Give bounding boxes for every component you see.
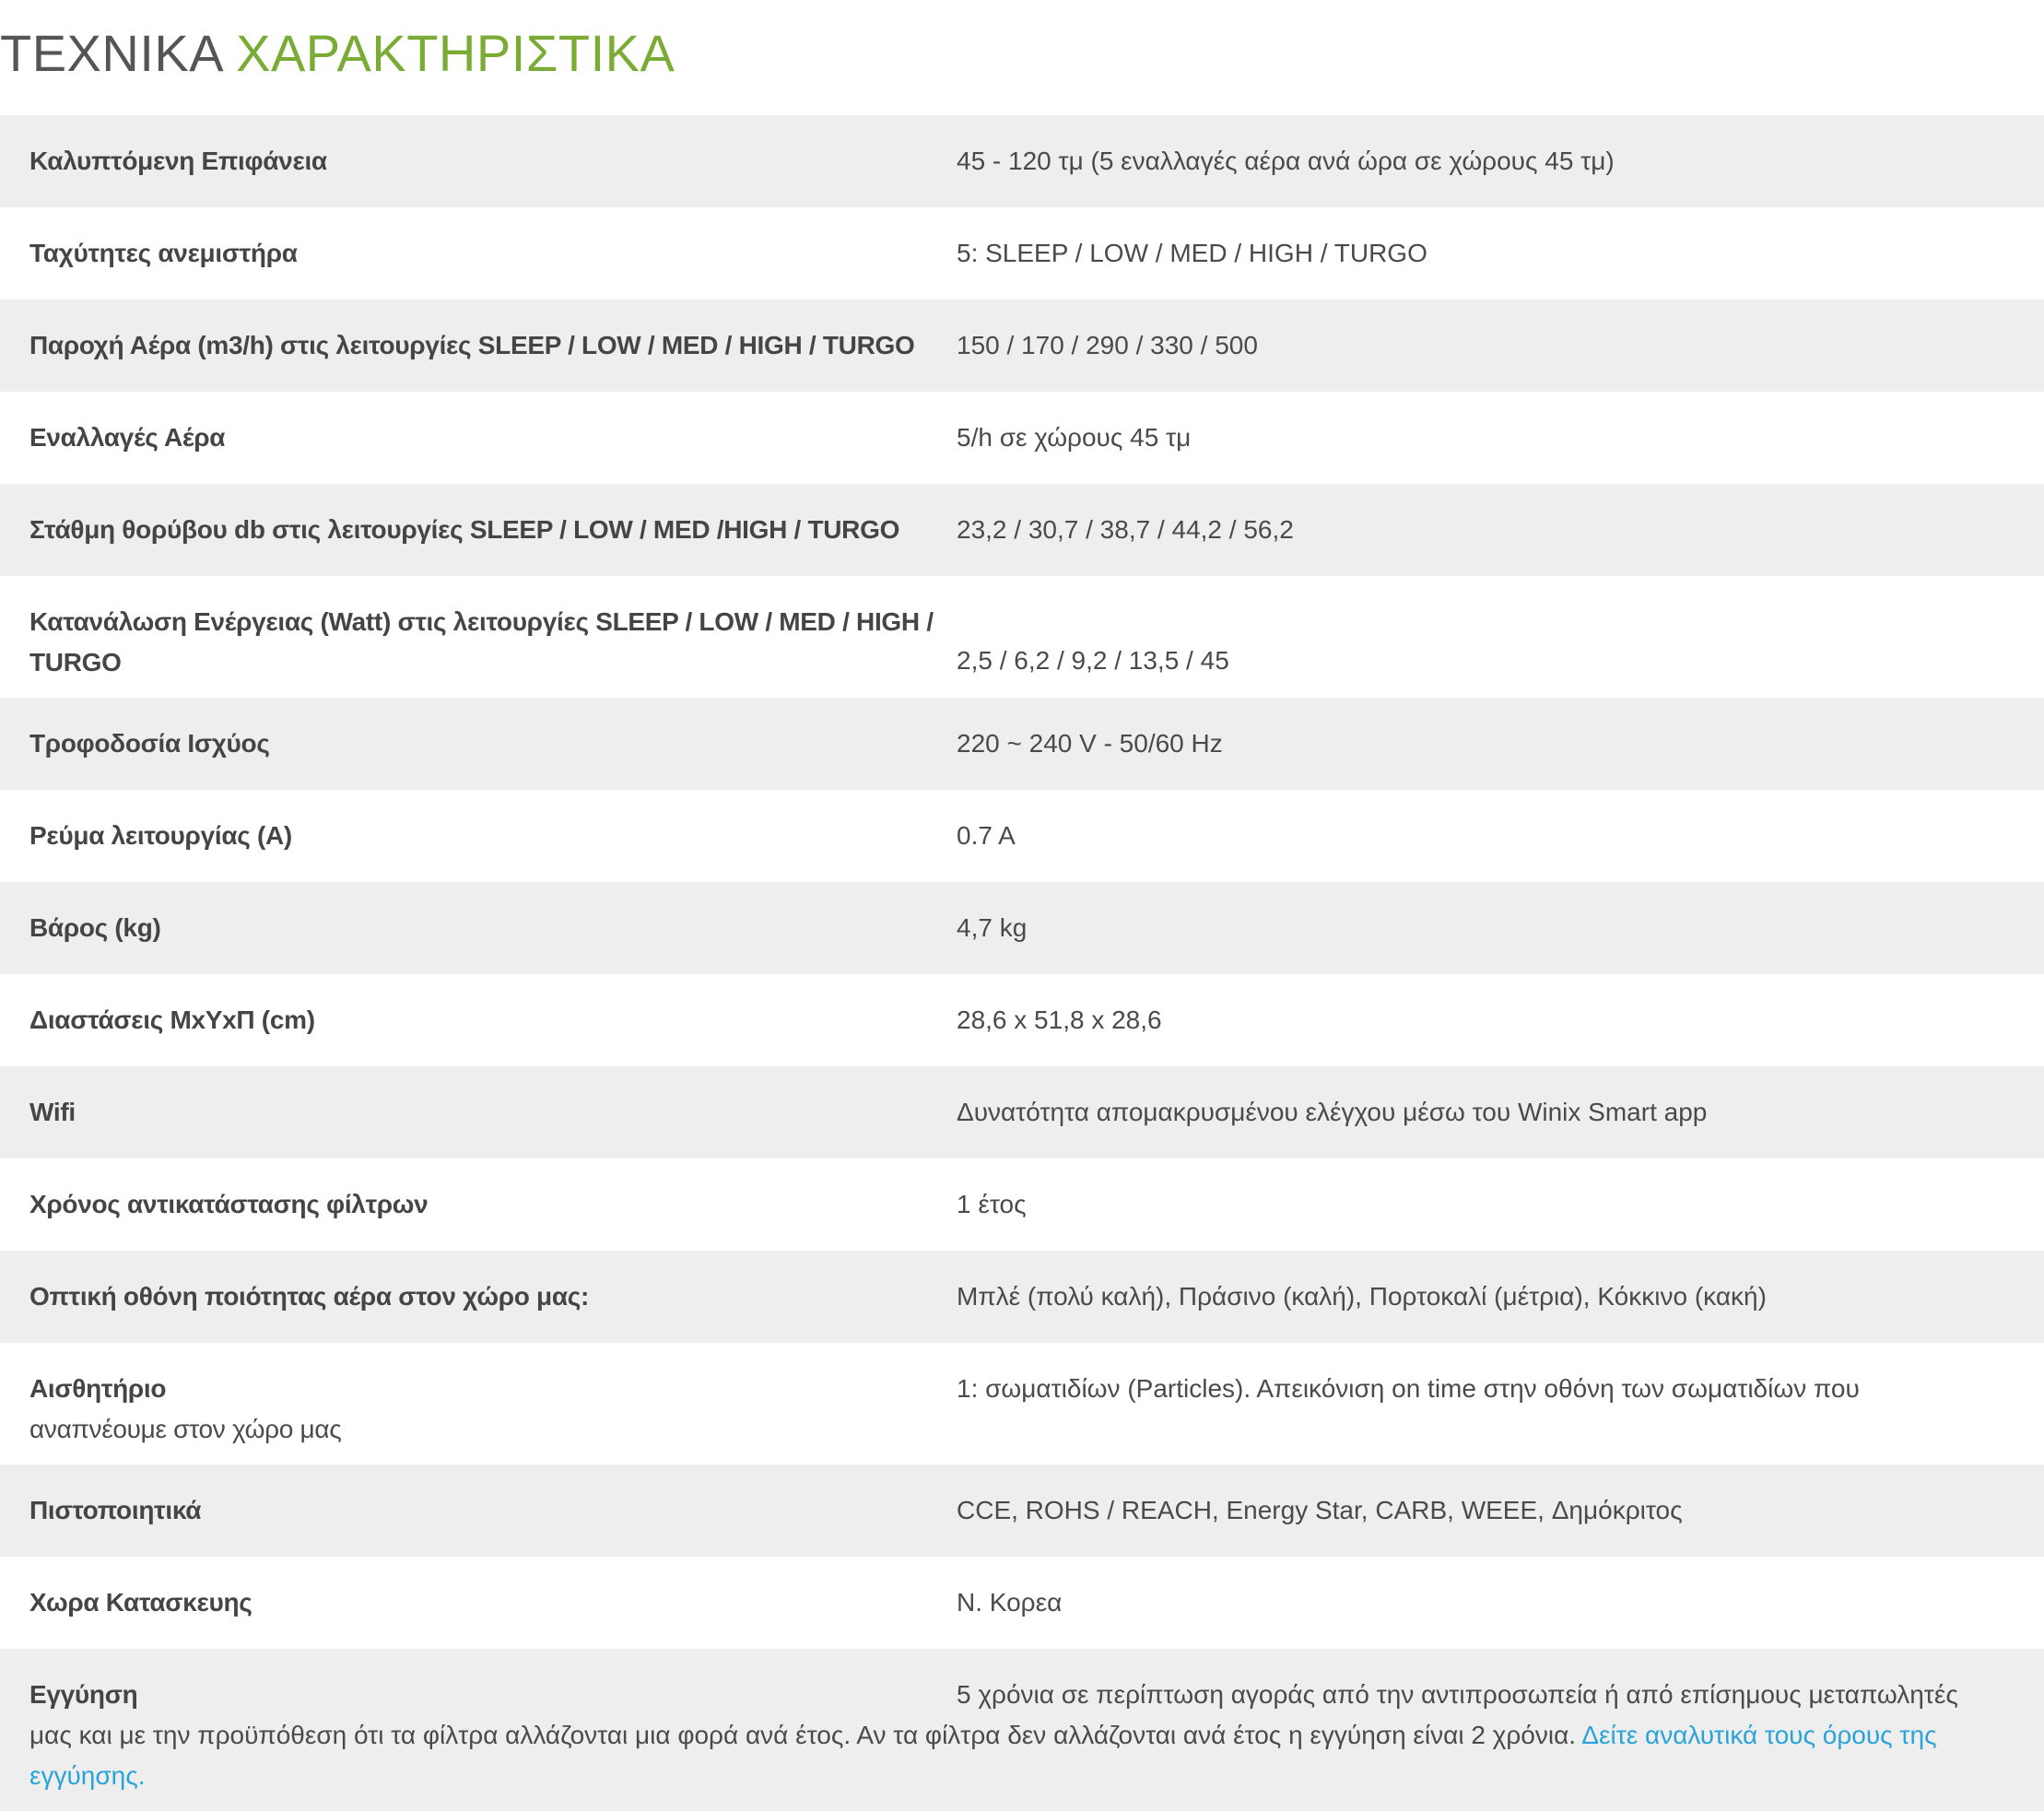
spec-row	[0, 484, 2044, 576]
spec-value: 1: σωματιδίων (Particles). Απεικόνιση on time στην οθόνη των σωματιδίων που	[957, 1374, 1860, 1403]
spec-row	[0, 974, 2044, 1066]
spec-row	[0, 207, 2044, 300]
spec-row	[0, 698, 2044, 790]
spec-value: 5: SLEEP / LOW / MED / HIGH / TURGO	[957, 239, 1427, 267]
spec-label: Βάρος (kg)	[29, 913, 161, 942]
spec-label: Διαστάσεις ΜxΥxΠ (cm)	[29, 1005, 315, 1034]
spec-value: 5/h σε χώρους 45 τμ	[957, 423, 1192, 452]
spec-row	[0, 1066, 2044, 1158]
spec-row	[0, 1158, 2044, 1251]
spec-label-main: Αισθητήριο	[29, 1374, 167, 1403]
spec-label: Wifi	[29, 1098, 76, 1126]
spec-row	[0, 392, 2044, 484]
spec-row	[0, 1251, 2044, 1343]
spec-label: Εναλλαγές Αέρα	[29, 423, 226, 452]
spec-row	[0, 115, 2044, 207]
spec-value: 45 - 120 τμ (5 εναλλαγές αέρα ανά ώρα σε χώρους 45 τμ)	[957, 147, 1615, 175]
spec-value: 28,6 x 51,8 x 28,6	[957, 1005, 1162, 1034]
spec-label-sub: αναπνέουμε στον χώρο μας	[29, 1415, 342, 1443]
spec-label	[29, 1369, 942, 1450]
spec-label: Τροφοδοσία Ισχύος	[29, 729, 270, 758]
spec-value: 150 / 170 / 290 / 330 / 500	[957, 331, 1258, 359]
spec-label: Χωρα Κατασκευης	[29, 1588, 253, 1617]
spec-label: Παροχή Αέρα (m3/h) στις λειτουργίες SLEEP / LOW / MED / HIGH / TURGO	[29, 331, 915, 359]
warranty-terms-link[interactable]: Δείτε αναλυτικά τους όρους της εγγύησης.	[29, 1721, 1937, 1790]
warranty-text: μας και με την προϋπόθεση ότι τα φίλτρα αλλάζονται μια φορά ανά έτος. Αν τα φίλτρα δεν αλλάζονται ανά έτος η εγγύηση είναι 2 χρόνια.	[29, 1721, 1582, 1749]
spec-row	[0, 1464, 2044, 1557]
page-title	[0, 7, 675, 100]
spec-row	[0, 790, 2044, 882]
page-title-part2: ΧΑΡΑΚΤΗΡΙΣΤΙΚΑ	[236, 24, 675, 82]
spec-row	[0, 882, 2044, 974]
spec-row	[0, 576, 2044, 698]
specs-table	[0, 115, 2044, 1811]
spec-label: Χρόνος αντικατάστασης φίλτρων	[29, 1190, 429, 1218]
spec-label: Πιστοποιητικά	[29, 1496, 202, 1524]
spec-value: CCE, ROHS / REACH, Energy Star, CARB, WEEE, Δημόκριτος	[957, 1496, 1683, 1524]
page-title-part1: ΤΕΧΝΙΚΑ	[0, 24, 222, 82]
spec-row	[0, 1343, 2044, 1464]
spec-label: Καλυπτόμενη Επιφάνεια	[29, 147, 327, 175]
spec-value: 220 ~ 240 V - 50/60 Hz	[957, 729, 1223, 758]
spec-label: Ταχύτητες ανεμιστήρα	[29, 239, 298, 267]
spec-value: 4,7 kg	[957, 913, 1028, 942]
spec-row	[0, 1557, 2044, 1649]
spec-label: Στάθμη θορύβου db στις λειτουργίες SLEEP / LOW / MED /HIGH / TURGO	[29, 515, 900, 544]
spec-value: 1 έτος	[957, 1190, 1027, 1218]
spec-row-warranty	[0, 1649, 2044, 1811]
warranty-details	[29, 1715, 2007, 1796]
spec-label: Εγγύηση	[29, 1680, 138, 1709]
spec-value: 0.7 A	[957, 821, 1016, 850]
spec-label: Ρεύμα λειτουργίας (A)	[29, 821, 292, 850]
spec-value: Ν. Κορεα	[957, 1588, 1063, 1617]
spec-value: 2,5 / 6,2 / 9,2 / 13,5 / 45	[957, 646, 1229, 675]
spec-label: Κατανάλωση Ενέργειας (Watt) στις λειτουργίες SLEEP / LOW / MED / HIGH / TURGO	[29, 607, 934, 676]
spec-value: 5 χρόνια σε περίπτωση αγοράς από την αντιπροσωπεία ή από επίσημους μεταπωλητές	[957, 1680, 1958, 1709]
spec-value: Μπλέ (πολύ καλή), Πράσινο (καλή), Πορτοκαλί (μέτρια), Κόκκινο (κακή)	[957, 1282, 1767, 1311]
spec-value: 23,2 / 30,7 / 38,7 / 44,2 / 56,2	[957, 515, 1294, 544]
spec-row	[0, 300, 2044, 392]
spec-label: Οπτική οθόνη ποιότητας αέρα στον χώρο μας:	[29, 1282, 590, 1311]
spec-value: Δυνατότητα απομακρυσμένου ελέγχου μέσω του Winix Smart app	[957, 1098, 1708, 1126]
